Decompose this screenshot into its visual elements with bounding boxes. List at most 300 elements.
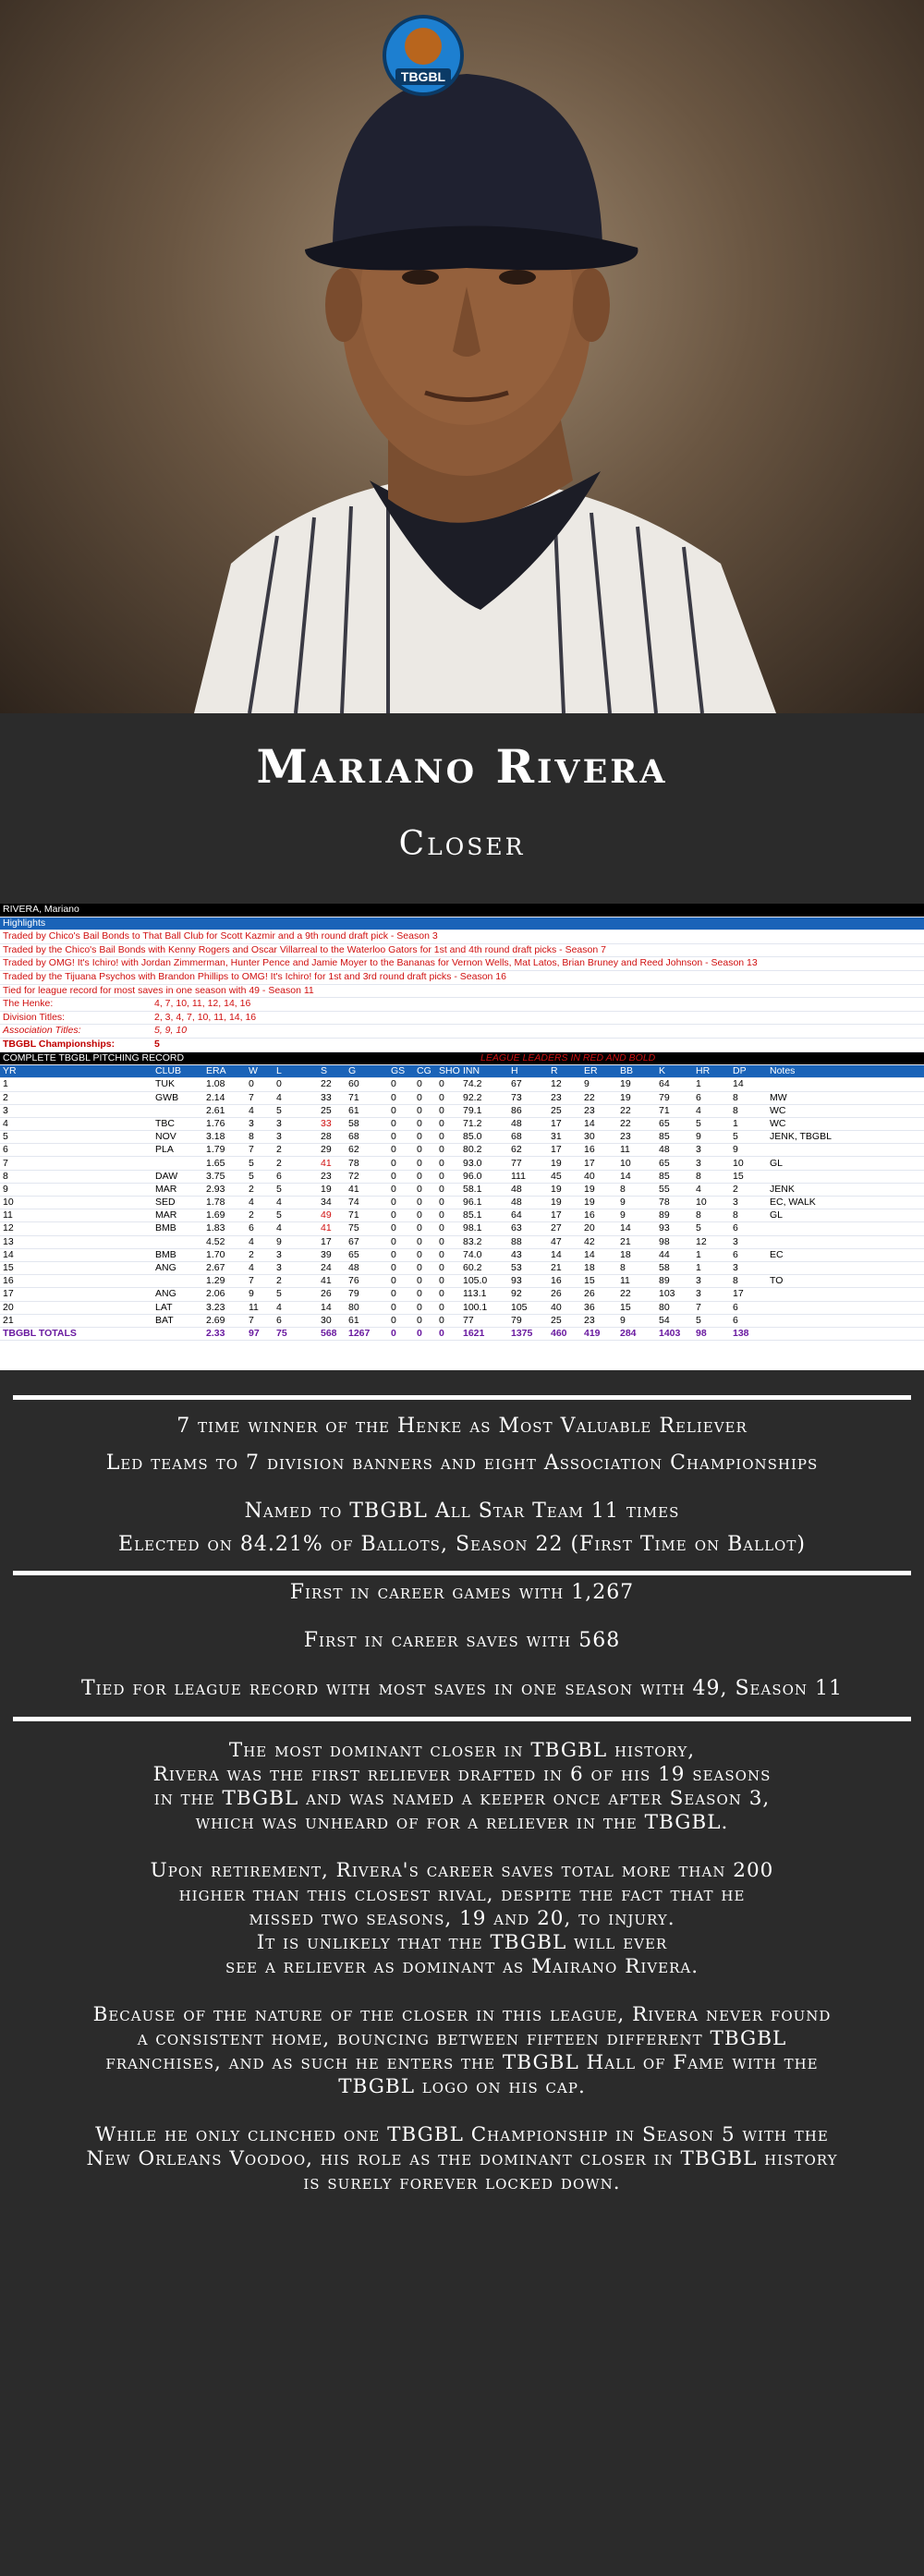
- table-cell: 5: [274, 1209, 318, 1222]
- table-row: [0, 1235, 924, 1248]
- table-cell: 16: [581, 1144, 617, 1157]
- column-header: R: [548, 1065, 581, 1078]
- table-cell: 53: [508, 1261, 548, 1274]
- table-cell: 74: [346, 1197, 388, 1209]
- fact-line: First in career games with 1,267: [289, 1581, 635, 1604]
- bio-paragraph: Because of the nature of the closer in this league, Rivera never found a consistent home, bouncing between fifteen different TBGBL franchises, and as such he enters the TBGBL Hall of Fame with the TBGBL logo on his cap.: [92, 2003, 832, 2098]
- table-cell: 21: [0, 1314, 152, 1327]
- table-cell: 23: [318, 1170, 346, 1183]
- column-header: CLUB: [152, 1065, 203, 1078]
- table-cell: 3: [693, 1288, 730, 1301]
- table-cell: 0: [414, 1157, 436, 1170]
- table-cell: 6: [730, 1222, 767, 1235]
- table-cell: 8: [0, 1170, 152, 1183]
- table-cell: 9: [693, 1131, 730, 1144]
- player-photo: [0, 0, 924, 713]
- table-cell: 1.08: [203, 1078, 246, 1091]
- table-cell: 103: [656, 1288, 693, 1301]
- table-cell: 85.1: [460, 1209, 508, 1222]
- table-cell: 4: [0, 1117, 152, 1130]
- table-cell: MAR: [152, 1183, 203, 1196]
- table-cell: 48: [508, 1197, 548, 1209]
- table-cell: 113.1: [460, 1288, 508, 1301]
- table-cell: [152, 1104, 203, 1117]
- table-cell: 0: [388, 1301, 414, 1314]
- table-cell: 40: [548, 1301, 581, 1314]
- table-cell: 0: [388, 1275, 414, 1288]
- table-cell: 0: [414, 1288, 436, 1301]
- table-cell: 0: [436, 1222, 460, 1235]
- table-cell: 8: [693, 1170, 730, 1183]
- table-cell: JENK, TBGBL: [767, 1131, 924, 1144]
- table-cell: 111: [508, 1170, 548, 1183]
- table-cell: 44: [656, 1248, 693, 1261]
- table-cell: 55: [656, 1183, 693, 1196]
- table-cell: 0: [388, 1261, 414, 1274]
- table-cell: 1.83: [203, 1222, 246, 1235]
- table-cell: 0: [274, 1078, 318, 1091]
- table-cell: 10: [0, 1197, 152, 1209]
- totals-cell: 1403: [656, 1327, 693, 1340]
- table-cell: 0: [414, 1222, 436, 1235]
- table-cell: 14: [617, 1222, 656, 1235]
- table-cell: 79.1: [460, 1104, 508, 1117]
- divider-1: [13, 1395, 911, 1400]
- table-cell: 0: [436, 1209, 460, 1222]
- table-row: [0, 1197, 924, 1209]
- table-cell: 15: [617, 1301, 656, 1314]
- award-label: Division Titles:: [3, 1011, 66, 1023]
- table-cell: EC, WALK: [767, 1197, 924, 1209]
- table-cell: 14: [0, 1248, 152, 1261]
- record-title-bar: [0, 1052, 924, 1066]
- table-cell: 75: [346, 1222, 388, 1235]
- table-cell: 3.75: [203, 1170, 246, 1183]
- bio-paragraph: Upon retirement, Rivera's career saves total more than 200 higher than this closest rival, despite the fact that he missed two seasons, 19 and 20, to injury. It is unlikely that the TBGBL will ever see a reliever as dominant as Mairano Rivera.: [150, 1859, 774, 1978]
- table-cell: 0: [388, 1209, 414, 1222]
- table-cell: 6: [693, 1091, 730, 1104]
- column-header: L: [274, 1065, 318, 1078]
- table-cell: 0: [388, 1183, 414, 1196]
- table-cell: 0: [414, 1091, 436, 1104]
- fact-line: Led teams to 7 division banners and eight Association Championships: [105, 1452, 819, 1475]
- table-cell: 62: [346, 1144, 388, 1157]
- table-cell: 3: [730, 1197, 767, 1209]
- table-cell: 5: [274, 1183, 318, 1196]
- table-cell: MW: [767, 1091, 924, 1104]
- table-cell: 5: [246, 1170, 274, 1183]
- table-cell: PLA: [152, 1144, 203, 1157]
- table-cell: 3: [693, 1157, 730, 1170]
- table-cell: 5: [274, 1288, 318, 1301]
- table-cell: 76: [346, 1275, 388, 1288]
- fact-line: 7 time winner of the Henke as Most Valuable Reliever: [176, 1415, 748, 1438]
- table-cell: 11: [617, 1144, 656, 1157]
- table-cell: 8: [730, 1275, 767, 1288]
- svg-text:TBGBL: TBGBL: [400, 69, 446, 84]
- fact-line: Elected on 84.21% of Ballots, Season 22 (First Time on Ballot): [118, 1533, 806, 1556]
- totals-cell: 1267: [346, 1327, 388, 1340]
- table-cell: 25: [318, 1104, 346, 1117]
- table-cell: 16: [548, 1275, 581, 1288]
- table-cell: 74.0: [460, 1248, 508, 1261]
- table-cell: 2: [246, 1183, 274, 1196]
- totals-cell: [152, 1327, 203, 1340]
- table-cell: 0: [414, 1078, 436, 1091]
- player-name: Mariano Rivera: [256, 739, 668, 794]
- stats-card: [0, 904, 924, 1370]
- table-cell: 8: [617, 1183, 656, 1196]
- table-cell: 4: [274, 1301, 318, 1314]
- table-cell: 48: [508, 1117, 548, 1130]
- table-cell: BMB: [152, 1222, 203, 1235]
- table-cell: 14: [730, 1078, 767, 1091]
- table-cell: 85: [656, 1131, 693, 1144]
- award-row: [0, 1012, 924, 1026]
- column-header: CG: [414, 1065, 436, 1078]
- table-cell: 3: [0, 1104, 152, 1117]
- table-cell: 17: [548, 1144, 581, 1157]
- table-cell: 61: [346, 1314, 388, 1327]
- table-cell: 0: [414, 1131, 436, 1144]
- table-cell: GL: [767, 1157, 924, 1170]
- divider-2: [13, 1571, 911, 1575]
- table-cell: 5: [0, 1131, 152, 1144]
- totals-cell: 75: [274, 1327, 318, 1340]
- column-header: GS: [388, 1065, 414, 1078]
- table-cell: 65: [656, 1117, 693, 1130]
- column-header: BB: [617, 1065, 656, 1078]
- table-cell: 3.18: [203, 1131, 246, 1144]
- table-cell: 0: [388, 1197, 414, 1209]
- table-cell: 17: [581, 1157, 617, 1170]
- table-cell: 0: [414, 1104, 436, 1117]
- totals-cell: 138: [730, 1327, 767, 1340]
- table-cell: BMB: [152, 1248, 203, 1261]
- table-cell: 1: [693, 1248, 730, 1261]
- table-cell: 2: [0, 1091, 152, 1104]
- table-cell: 105.0: [460, 1275, 508, 1288]
- highlights-header: Highlights: [0, 917, 924, 931]
- table-cell: 8: [730, 1104, 767, 1117]
- totals-cell: [767, 1327, 924, 1340]
- table-cell: 43: [508, 1248, 548, 1261]
- table-row: [0, 1157, 924, 1170]
- table-cell: [767, 1314, 924, 1327]
- table-cell: 3: [274, 1131, 318, 1144]
- table-cell: 72: [346, 1170, 388, 1183]
- table-cell: [152, 1235, 203, 1248]
- table-cell: 2: [730, 1183, 767, 1196]
- table-cell: 6: [274, 1170, 318, 1183]
- table-cell: 41: [318, 1157, 346, 1170]
- table-cell: 0: [436, 1275, 460, 1288]
- table-cell: 65: [346, 1248, 388, 1261]
- table-cell: 71: [656, 1104, 693, 1117]
- column-header: ER: [581, 1065, 617, 1078]
- table-cell: 19: [318, 1183, 346, 1196]
- awards-list: [0, 998, 924, 1051]
- table-cell: 28: [318, 1131, 346, 1144]
- table-cell: 0: [388, 1144, 414, 1157]
- table-row: [0, 1131, 924, 1144]
- table-cell: 22: [617, 1117, 656, 1130]
- table-cell: 48: [508, 1183, 548, 1196]
- table-cell: 0: [414, 1248, 436, 1261]
- table-row: [0, 1288, 924, 1301]
- table-cell: 5: [693, 1222, 730, 1235]
- table-cell: 14: [318, 1301, 346, 1314]
- table-cell: 18: [617, 1248, 656, 1261]
- table-cell: 6: [730, 1248, 767, 1261]
- table-cell: 77: [460, 1314, 508, 1327]
- table-cell: 0: [414, 1197, 436, 1209]
- table-cell: 19: [548, 1157, 581, 1170]
- table-cell: 0: [388, 1131, 414, 1144]
- table-cell: 61: [346, 1104, 388, 1117]
- table-cell: 2: [246, 1209, 274, 1222]
- table-cell: 4: [693, 1104, 730, 1117]
- table-cell: 21: [548, 1261, 581, 1274]
- table-cell: 3: [693, 1144, 730, 1157]
- table-cell: WC: [767, 1104, 924, 1117]
- table-cell: 2.14: [203, 1091, 246, 1104]
- table-cell: 7: [693, 1301, 730, 1314]
- table-cell: 0: [388, 1248, 414, 1261]
- table-cell: 10: [693, 1197, 730, 1209]
- table-cell: 1.69: [203, 1209, 246, 1222]
- column-header: ERA: [203, 1065, 246, 1078]
- totals-row: [0, 1327, 924, 1340]
- table-cell: DAW: [152, 1170, 203, 1183]
- table-cell: 60: [346, 1078, 388, 1091]
- table-cell: 8: [246, 1131, 274, 1144]
- table-cell: 80: [656, 1301, 693, 1314]
- column-header: HR: [693, 1065, 730, 1078]
- table-cell: 85: [656, 1170, 693, 1183]
- column-header: SHO: [436, 1065, 460, 1078]
- table-cell: 48: [656, 1144, 693, 1157]
- table-cell: 19: [617, 1091, 656, 1104]
- table-cell: 0: [414, 1235, 436, 1248]
- column-header: INN: [460, 1065, 508, 1078]
- table-cell: 64: [508, 1209, 548, 1222]
- table-cell: 22: [581, 1091, 617, 1104]
- table-cell: 33: [318, 1117, 346, 1130]
- table-cell: 18: [581, 1261, 617, 1274]
- table-cell: 19: [548, 1197, 581, 1209]
- column-header: G: [346, 1065, 388, 1078]
- table-cell: 71: [346, 1209, 388, 1222]
- table-cell: 4: [274, 1197, 318, 1209]
- totals-cell: 97: [246, 1327, 274, 1340]
- table-cell: 14: [617, 1170, 656, 1183]
- table-cell: 88: [508, 1235, 548, 1248]
- table-cell: 1.70: [203, 1248, 246, 1261]
- table-cell: 0: [436, 1157, 460, 1170]
- table-cell: 25: [548, 1314, 581, 1327]
- table-cell: 31: [548, 1131, 581, 1144]
- table-cell: 40: [581, 1170, 617, 1183]
- table-cell: 6: [0, 1144, 152, 1157]
- table-cell: 79: [656, 1091, 693, 1104]
- table-cell: 2: [246, 1248, 274, 1261]
- totals-cell: 568: [318, 1327, 346, 1340]
- table-cell: 22: [617, 1288, 656, 1301]
- table-cell: 93: [656, 1222, 693, 1235]
- highlight-row: Traded by OMG! It's Ichiro! with Jordan Zimmerman, Hunter Pence and Jamie Moyer to the Bananas for Vernon Wells, Mat Latos, Brian Bruney and Reed Johnson - Season 13: [0, 957, 924, 971]
- table-cell: 0: [414, 1301, 436, 1314]
- tbgbl-cap-logo: [384, 17, 462, 94]
- table-cell: 13: [0, 1235, 152, 1248]
- table-cell: 0: [436, 1301, 460, 1314]
- table-cell: 89: [656, 1209, 693, 1222]
- player-name-row: RIVERA, Mariano: [0, 904, 924, 917]
- table-cell: GL: [767, 1209, 924, 1222]
- table-cell: 98: [656, 1235, 693, 1248]
- table-cell: 92.2: [460, 1091, 508, 1104]
- table-cell: 0: [436, 1091, 460, 1104]
- table-cell: 16: [581, 1209, 617, 1222]
- table-cell: 6: [274, 1314, 318, 1327]
- column-header: S: [318, 1065, 346, 1078]
- table-cell: 29: [318, 1144, 346, 1157]
- table-cell: 68: [508, 1131, 548, 1144]
- table-cell: 9: [617, 1197, 656, 1209]
- table-cell: 78: [656, 1197, 693, 1209]
- table-cell: 83.2: [460, 1235, 508, 1248]
- table-cell: 2.61: [203, 1104, 246, 1117]
- table-cell: 93: [508, 1275, 548, 1288]
- table-cell: 79: [346, 1288, 388, 1301]
- table-cell: 77: [508, 1157, 548, 1170]
- table-cell: 21: [617, 1235, 656, 1248]
- table-cell: 68: [346, 1131, 388, 1144]
- table-cell: 4: [246, 1235, 274, 1248]
- name-block: [0, 739, 924, 863]
- table-cell: 42: [581, 1235, 617, 1248]
- table-cell: EC: [767, 1248, 924, 1261]
- table-cell: 22: [318, 1078, 346, 1091]
- table-cell: 1.79: [203, 1144, 246, 1157]
- table-cell: 96.0: [460, 1170, 508, 1183]
- table-cell: 1: [693, 1078, 730, 1091]
- table-cell: 12: [693, 1235, 730, 1248]
- table-cell: 58.1: [460, 1183, 508, 1196]
- fact-line: Named to TBGBL All Star Team 11 times: [244, 1500, 680, 1523]
- table-cell: 7: [0, 1157, 152, 1170]
- table-cell: [152, 1275, 203, 1288]
- table-cell: 0: [414, 1117, 436, 1130]
- table-cell: 0: [414, 1261, 436, 1274]
- table-cell: 17: [730, 1288, 767, 1301]
- table-cell: 23: [617, 1131, 656, 1144]
- table-cell: 0: [436, 1170, 460, 1183]
- table-cell: 48: [346, 1261, 388, 1274]
- table-cell: 62: [508, 1144, 548, 1157]
- table-cell: 3: [274, 1248, 318, 1261]
- table-cell: 0: [436, 1248, 460, 1261]
- award-row: [0, 998, 924, 1012]
- table-cell: 0: [436, 1261, 460, 1274]
- table-cell: 60.2: [460, 1261, 508, 1274]
- highlight-row: Tied for league record for most saves in one season with 49 - Season 11: [0, 985, 924, 999]
- table-cell: 85.0: [460, 1131, 508, 1144]
- totals-cell: 1621: [460, 1327, 508, 1340]
- table-cell: 1.29: [203, 1275, 246, 1288]
- table-cell: 4.52: [203, 1235, 246, 1248]
- table-cell: 3: [693, 1275, 730, 1288]
- table-cell: 1: [730, 1117, 767, 1130]
- table-cell: 58: [656, 1261, 693, 1274]
- table-cell: 14: [581, 1117, 617, 1130]
- table-cell: 17: [0, 1288, 152, 1301]
- table-cell: 0: [414, 1209, 436, 1222]
- table-cell: 24: [318, 1261, 346, 1274]
- table-cell: TBC: [152, 1117, 203, 1130]
- table-cell: 9: [274, 1235, 318, 1248]
- table-cell: 41: [346, 1183, 388, 1196]
- table-cell: 19: [581, 1183, 617, 1196]
- table-cell: WC: [767, 1117, 924, 1130]
- table-cell: BAT: [152, 1314, 203, 1327]
- table-cell: 0: [246, 1078, 274, 1091]
- table-cell: 0: [388, 1091, 414, 1104]
- table-cell: 73: [508, 1091, 548, 1104]
- table-cell: 0: [388, 1117, 414, 1130]
- table-cell: 11: [617, 1275, 656, 1288]
- table-cell: 0: [388, 1157, 414, 1170]
- table-cell: 71.2: [460, 1117, 508, 1130]
- table-row: [0, 1091, 924, 1104]
- pitching-record-table: [0, 1065, 924, 1341]
- column-header: H: [508, 1065, 548, 1078]
- table-cell: 15: [0, 1261, 152, 1274]
- table-cell: 0: [436, 1078, 460, 1091]
- table-cell: 5: [693, 1117, 730, 1130]
- table-cell: 0: [436, 1197, 460, 1209]
- table-cell: 2.69: [203, 1314, 246, 1327]
- table-cell: 5: [693, 1314, 730, 1327]
- table-cell: 16: [0, 1275, 152, 1288]
- table-cell: [152, 1157, 203, 1170]
- table-cell: 98.1: [460, 1222, 508, 1235]
- table-cell: 6: [246, 1222, 274, 1235]
- table-cell: 23: [581, 1314, 617, 1327]
- table-cell: LAT: [152, 1301, 203, 1314]
- player-position: Closer: [398, 825, 526, 863]
- record-title: COMPLETE TBGBL PITCHING RECORD: [3, 1051, 185, 1063]
- table-cell: 3: [274, 1261, 318, 1274]
- table-cell: 67: [508, 1078, 548, 1091]
- table-cell: 2: [274, 1157, 318, 1170]
- table-cell: 39: [318, 1248, 346, 1261]
- table-row: [0, 1314, 924, 1327]
- table-cell: 0: [388, 1288, 414, 1301]
- table-header-row: [0, 1065, 924, 1078]
- table-cell: 2.06: [203, 1288, 246, 1301]
- table-cell: 89: [656, 1275, 693, 1288]
- divider-3: [13, 1717, 911, 1721]
- table-cell: 49: [318, 1209, 346, 1222]
- table-cell: 0: [436, 1104, 460, 1117]
- table-cell: ANG: [152, 1261, 203, 1274]
- table-row: [0, 1104, 924, 1117]
- table-cell: 3.23: [203, 1301, 246, 1314]
- table-cell: 8: [693, 1209, 730, 1222]
- table-cell: 27: [548, 1222, 581, 1235]
- table-row: [0, 1275, 924, 1288]
